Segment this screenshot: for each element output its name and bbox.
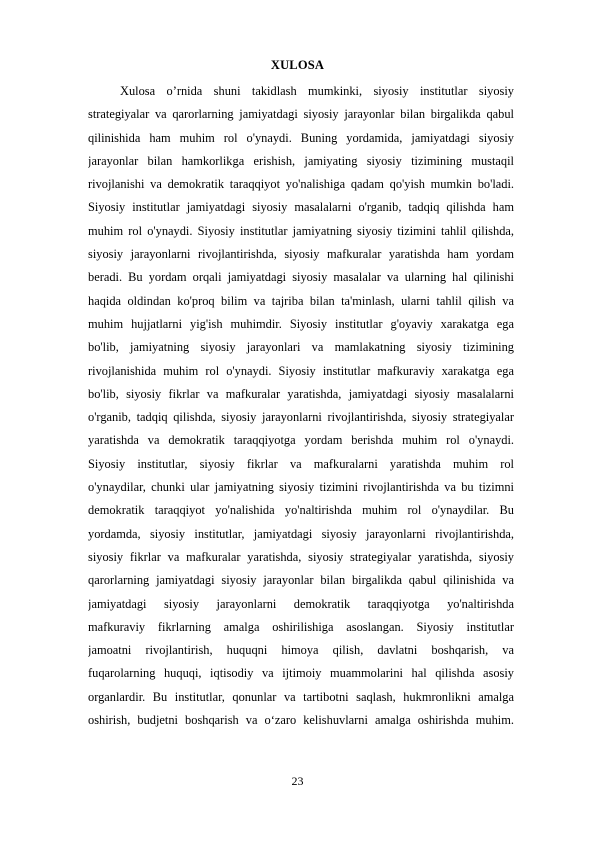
text-line: haqida oldindan ko'proq bilim va tajriba bilan ta'minlash, ularni tahlil qilish va — [88, 293, 514, 308]
text-line: o'ynaydilar, chunki ular jamiyatning siyosiy tizimini rivojlantirishda va bu tizimni — [88, 480, 514, 495]
text-line: fuqarolarning huquqi, iqtisodiy va ijtimoiy muammolarini hal qilishda asosiy — [88, 666, 514, 681]
text-line: mafkuraviy fikrlarning amalga oshirilishiga asoslangan. Siyosiy institutlar — [88, 619, 514, 634]
text-line: bo'lib, jamiyatning siyosiy jarayonlari va mamlakatning siyosiy tizimining — [88, 340, 514, 355]
text-line: Siyosiy institutlar jamiyatdagi siyosiy masalalarni o'rganib, tadqiq qilishda ham — [88, 200, 514, 215]
text-line: muhim rol o'ynaydi. Siyosiy institutlar jamiyatning siyosiy tizimini tahlil qilishda, — [88, 223, 514, 238]
text-line: jamoatni rivojlantirish, huquqni himoya qilish, davlatni boshqarish, va — [88, 643, 514, 658]
text-line: organlardir. Bu institutlar, qonunlar va tartibotni saqlash, hukmronlikni amalga — [88, 689, 514, 704]
text-line: yaratishda va demokratik taraqqiyotga yordam berishda muhim rol o'ynaydi. — [88, 433, 514, 448]
text-line: rivojlanishi va demokratik taraqqiyot yo'nalishiga qadam qo'yish mumkin bo'ladi. — [88, 177, 514, 192]
text-line: demokratik taraqqiyot yo'nalishida yo'naltirishda muhim rol o'ynaydilar. Bu — [88, 503, 514, 518]
text-line: siyosiy fikrlar va mafkuralar yaratishda, siyosiy strategiyalar yaratishda, siyosiy — [88, 549, 514, 564]
text-line: oshirish, budjetni boshqarish va o‘zaro kelishuvlarni amalga oshirishda muhim. — [88, 713, 514, 728]
text-line: o'rganib, tadqiq qilishda, siyosiy jarayonlarni rivojlantirishda, siyosiy strategiyalar — [88, 410, 514, 425]
text-line: siyosiy jarayonlarni rivojlantirishda, siyosiy mafkuralar yaratishda ham yordam — [88, 247, 514, 262]
text-line: qilinishida ham muhim rol o'ynaydi. Buning yordamida, jamiyatdagi siyosiy — [88, 130, 514, 145]
text-line: rivojlanishida muhim rol o'ynaydi. Siyosiy institutlar mafkuraviy xarakatga ega — [88, 363, 514, 378]
text-line: jarayonlar bilan hamkorlikga erishish, jamiyating siyosiy tizimining mustaqil — [88, 153, 514, 168]
body-text — [88, 80, 514, 732]
section-heading: XULOSA — [270, 58, 325, 72]
text-line: qarorlarning jamiyatdagi siyosiy jarayonlar bilan birgalikda qabul qilinishida va — [88, 573, 514, 588]
text-line: beradi. Bu yordam orqali jamiyatdagi siyosiy masalalar va ularning hal qilinishi — [88, 270, 514, 285]
text-line: Xulosa o’rnida shuni takidlash mumkinki, siyosiy institutlar siyosiy — [120, 84, 514, 98]
text-line: strategiyalar va qarorlarning jamiyatdagi siyosiy jarayonlar bilan birgalikda qabul — [88, 107, 514, 122]
text-line: Siyosiy institutlar, siyosiy fikrlar va mafkuralarni yaratishda muhim rol — [88, 456, 514, 471]
page-number: 23 — [291, 774, 304, 788]
text-line: bo'lib, siyosiy fikrlar va mafkuralar yaratishda, jamiyatdagi siyosiy masalalarni — [88, 386, 514, 401]
text-line: yordamda, siyosiy institutlar, jamiyatdagi siyosiy jarayonlarni rivojlantirishda, — [88, 526, 514, 541]
text-line: muhim hujjatlarni yig'ish muhimdir. Siyosiy institutlar g'oyaviy xarakatga ega — [88, 316, 514, 331]
text-line: jamiyatdagi siyosiy jarayonlarni demokratik taraqqiyotga yo'naltirishda — [88, 596, 514, 611]
